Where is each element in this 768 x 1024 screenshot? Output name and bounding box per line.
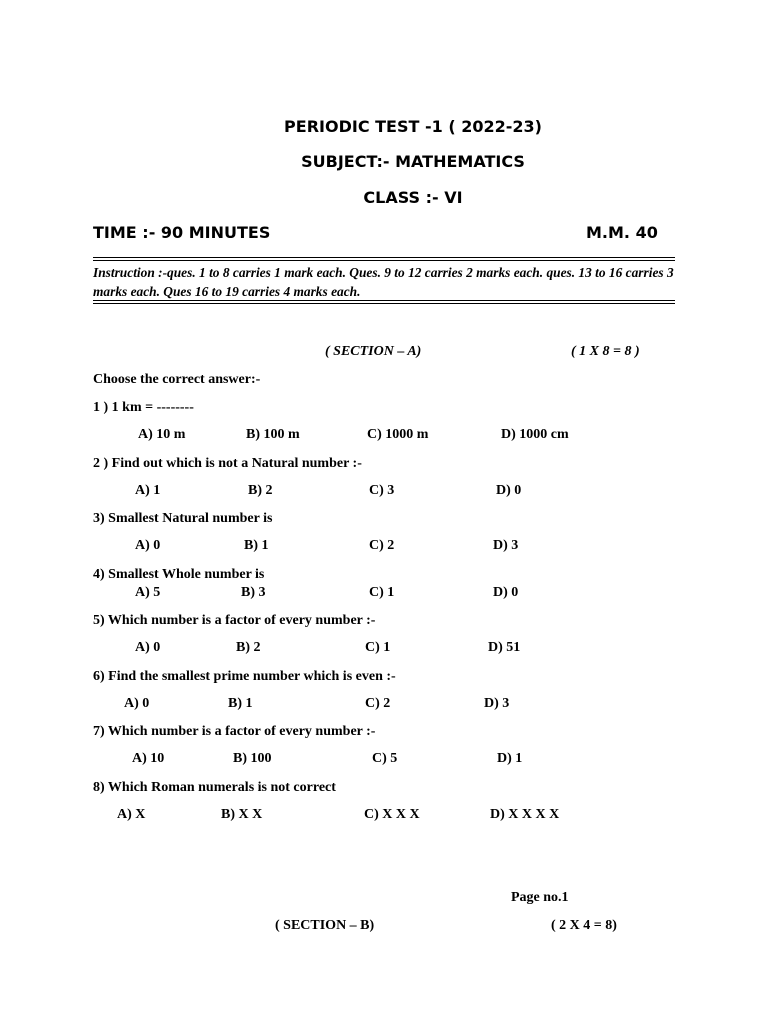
option-d: D) 0	[496, 483, 522, 498]
option-a: A) 0	[124, 696, 150, 711]
test-title: PERIODIC TEST -1 ( 2022-23)	[284, 117, 542, 136]
option-c: C) 1000 m	[367, 427, 429, 442]
option-d: D) 51	[488, 640, 521, 655]
option-a: A) 10 m	[138, 427, 186, 442]
top-rule-2	[93, 260, 675, 261]
option-b: B) 1	[228, 696, 253, 711]
question-text: 2 ) Find out which is not a Natural number :-	[93, 456, 362, 471]
option-d: D) 3	[484, 696, 510, 711]
bottom-rule-1	[93, 300, 675, 301]
question-text: 6) Find the smallest prime number which is even :-	[93, 669, 396, 684]
class-heading: CLASS :- VI	[363, 188, 463, 207]
option-b: B) 1	[244, 538, 269, 553]
option-c: C) X X X	[364, 807, 420, 822]
option-b: B) 100 m	[246, 427, 300, 442]
option-c: C) 1	[369, 585, 395, 600]
section-a-title: ( SECTION – A)	[325, 344, 422, 359]
question-text: 1 ) 1 km = --------	[93, 400, 194, 415]
option-a: A) 0	[135, 640, 161, 655]
option-c: C) 3	[369, 483, 395, 498]
bottom-rule-2	[93, 303, 675, 304]
option-b: B) 100	[233, 751, 272, 766]
option-b: B) 3	[241, 585, 266, 600]
question-text: 5) Which number is a factor of every number :-	[93, 613, 376, 628]
time-label: TIME :- 90 MINUTES	[93, 223, 271, 242]
option-d: D) X X X X	[490, 807, 560, 822]
option-c: C) 1	[365, 640, 391, 655]
instruction-text: Instruction :-ques. 1 to 8 carries 1 mark each. Ques. 9 to 12 carries 2 marks each. ques. 13 to 16 carries 3 marks each. Ques 16 to 19 carries 4 marks each.	[93, 265, 674, 299]
section-b-marks: ( 2 X 4 = 8)	[551, 918, 617, 933]
subject-heading: SUBJECT:- MATHEMATICS	[301, 152, 525, 171]
option-d: D) 3	[493, 538, 519, 553]
option-d: D) 0	[493, 585, 519, 600]
option-b: B) 2	[248, 483, 273, 498]
option-a: A) 0	[135, 538, 161, 553]
option-c: C) 5	[372, 751, 398, 766]
question-text: 8) Which Roman numerals is not correct	[93, 780, 336, 795]
option-a: A) 1	[135, 483, 161, 498]
top-rule-1	[93, 257, 675, 258]
option-a: A) X	[117, 807, 146, 822]
option-c: C) 2	[365, 696, 391, 711]
option-b: B) X X	[221, 807, 263, 822]
question-text: 7) Which number is a factor of every number :-	[93, 724, 376, 739]
option-b: B) 2	[236, 640, 261, 655]
page-number: Page no.1	[511, 890, 569, 905]
option-a: A) 5	[135, 585, 161, 600]
section-b-title: ( SECTION – B)	[275, 918, 375, 933]
section-a-intro: Choose the correct answer:-	[93, 372, 261, 387]
max-marks-label: M.M. 40	[586, 223, 658, 242]
option-a: A) 10	[132, 751, 165, 766]
section-a-marks: ( 1 X 8 = 8 )	[571, 344, 640, 359]
question-text: 3) Smallest Natural number is	[93, 511, 273, 526]
option-d: D) 1	[497, 751, 523, 766]
option-d: D) 1000 cm	[501, 427, 569, 442]
question-text: 4) Smallest Whole number is	[93, 567, 265, 582]
option-c: C) 2	[369, 538, 395, 553]
